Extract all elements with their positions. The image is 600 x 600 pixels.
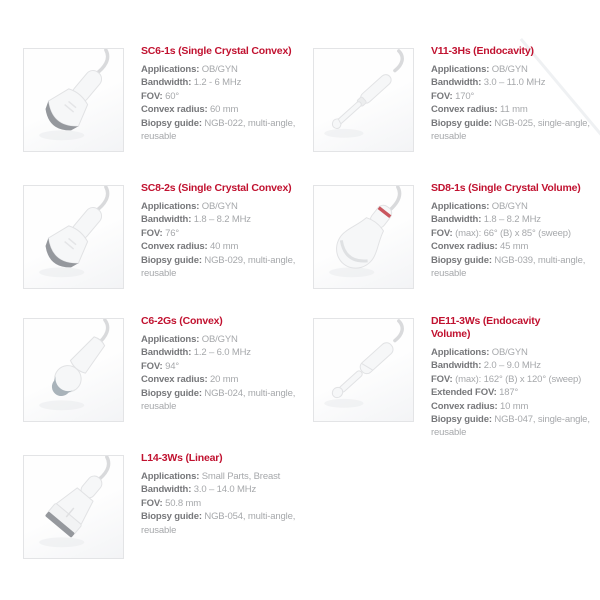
spec-line [141,373,319,386]
spec-line [141,227,319,240]
volume-probe-image [313,185,414,289]
spec-label: Biopsy guide: [141,387,202,399]
spec-line [431,227,600,240]
linear-probe-image [23,455,124,559]
spec-label: FOV: [141,90,163,102]
product-info [141,45,319,143]
spec-line [431,103,600,116]
spec-line [141,254,319,281]
spec-line [431,76,600,89]
spec-line [431,213,600,226]
product-title: V11-3Hs (Endocavity) [431,45,534,57]
spec-line [141,483,319,496]
spec-label: Bandwidth: [431,360,482,372]
convex-probe-image [23,185,124,289]
spec-list [431,200,600,280]
spec-value: OB/GYN [201,64,238,75]
spec-value: OB/GYN [491,347,528,358]
spec-value: NGB-039, multi-angle, reusable [431,254,586,280]
spec-line [431,63,600,76]
spec-line [141,240,319,253]
spec-line [141,497,319,510]
spec-label: Bandwidth: [141,484,192,496]
spec-label: FOV: [431,373,453,385]
spec-label: Convex radius: [431,400,498,412]
spec-value: 60° [165,90,179,102]
spec-line [141,76,319,89]
spec-label: Bandwidth: [141,77,192,89]
spec-value: NGB-047, single-angle, reusable [431,414,590,439]
spec-label: Convex radius: [431,241,498,253]
spec-label: Bandwidth: [141,347,192,359]
spec-value: 94° [165,360,179,372]
spec-label: Bandwidth: [141,214,192,226]
spec-label: FOV: [431,90,453,102]
endocavity-volume-probe-image [313,318,414,422]
spec-line [431,386,600,399]
spec-line [431,90,600,103]
spec-line [141,117,319,144]
spec-label: Applications: [431,347,490,358]
spec-value: 1.2 - 6 MHz [193,77,242,89]
spec-label: FOV: [141,360,163,372]
spec-value: 50.8 mm [165,497,201,509]
product-title: DE11-3Ws (Endocavity Volume) [431,315,541,340]
spec-label: Applications: [141,334,200,345]
spec-value: OB/GYN [201,334,238,345]
spec-label: Biopsy guide: [431,117,492,129]
spec-value: OB/GYN [491,201,528,212]
spec-value: 45 mm [500,241,529,253]
microconvex-probe-image [23,318,124,422]
spec-label: Biopsy guide: [431,254,492,266]
spec-value: 3.0 – 14.0 MHz [193,484,257,496]
spec-value: 1.8 – 8.2 MHz [483,214,541,226]
spec-line [141,213,319,226]
spec-label: Extended FOV: [431,387,497,399]
spec-label: Applications: [141,201,200,212]
spec-label: Bandwidth: [431,214,482,226]
spec-label: Bandwidth: [431,77,482,89]
product-info [141,452,319,537]
spec-line [141,63,319,76]
spec-line [141,387,319,414]
spec-line [431,373,600,386]
convex-probe-image [23,48,124,152]
spec-value: 20 mm [210,374,239,386]
spec-line [141,346,319,359]
spec-value: 3.0 – 11.0 MHz [483,77,546,89]
spec-label: Applications: [141,471,200,482]
product-info [141,315,319,413]
spec-value: NGB-029, multi-angle, reusable [141,254,296,280]
spec-list [141,200,319,280]
spec-value: OB/GYN [491,64,528,75]
spec-value: Small Parts, Breast [201,471,281,482]
spec-value: NGB-025, single-angle, reusable [431,117,590,143]
spec-value: 170° [455,90,475,102]
spec-label: Convex radius: [141,104,208,116]
product-info [431,315,600,440]
spec-line [431,240,600,253]
spec-line [141,90,319,103]
product-title: SD8-1s (Single Crystal Volume) [431,182,581,194]
product-info [431,45,600,143]
spec-line [141,510,319,537]
spec-line [431,413,600,440]
spec-value: 76° [165,227,179,239]
spec-line [431,346,600,359]
spec-line [431,359,600,372]
spec-label: Biopsy guide: [141,117,202,129]
spec-value: 187° [499,387,519,399]
spec-value: 10 mm [500,400,529,412]
spec-label: Biopsy guide: [141,511,202,523]
spec-label: FOV: [141,227,163,239]
product-title: L14-3Ws (Linear) [141,452,223,464]
spec-list [431,346,600,440]
spec-line [141,470,319,483]
spec-value: OB/GYN [201,201,238,212]
spec-value: (max): 162° (B) x 120° (sweep) [455,373,582,385]
spec-line [431,400,600,413]
product-title: C6-2Gs (Convex) [141,315,223,327]
spec-value: 1.8 – 8.2 MHz [193,214,251,226]
spec-value: NGB-054, multi-angle, reusable [141,511,296,536]
product-info [431,182,600,280]
spec-line [141,333,319,346]
spec-value: 40 mm [210,241,239,253]
spec-label: Convex radius: [141,241,208,253]
spec-line [141,103,319,116]
spec-label: Biopsy guide: [141,254,202,266]
spec-label: Convex radius: [141,374,208,386]
spec-label: Applications: [431,64,490,75]
product-title: SC8-2s (Single Crystal Convex) [141,182,292,194]
spec-line [141,200,319,213]
spec-value: 60 mm [210,104,239,116]
spec-line [431,117,600,144]
spec-line [141,360,319,373]
spec-label: Biopsy guide: [431,414,492,426]
spec-label: Convex radius: [431,104,498,116]
spec-value: 11 mm [500,104,528,116]
spec-label: Applications: [431,201,490,212]
spec-value: (max): 66° (B) x 85° (sweep) [455,227,571,239]
spec-value: NGB-024, multi-angle, reusable [141,387,296,413]
spec-line [431,254,600,281]
spec-list [431,63,600,143]
spec-list [141,470,319,537]
product-title: SC6-1s (Single Crystal Convex) [141,45,292,57]
spec-line [431,200,600,213]
product-info [141,182,319,280]
spec-label: FOV: [141,497,163,509]
spec-list [141,333,319,413]
spec-label: FOV: [431,227,453,239]
spec-label: Applications: [141,64,200,75]
spec-value: NGB-022, multi-angle, reusable [141,117,296,143]
endocavity-probe-image [313,48,414,152]
spec-value: 2.0 – 9.0 MHz [483,360,541,372]
spec-list [141,63,319,143]
spec-value: 1.2 – 6.0 MHz [193,347,251,359]
